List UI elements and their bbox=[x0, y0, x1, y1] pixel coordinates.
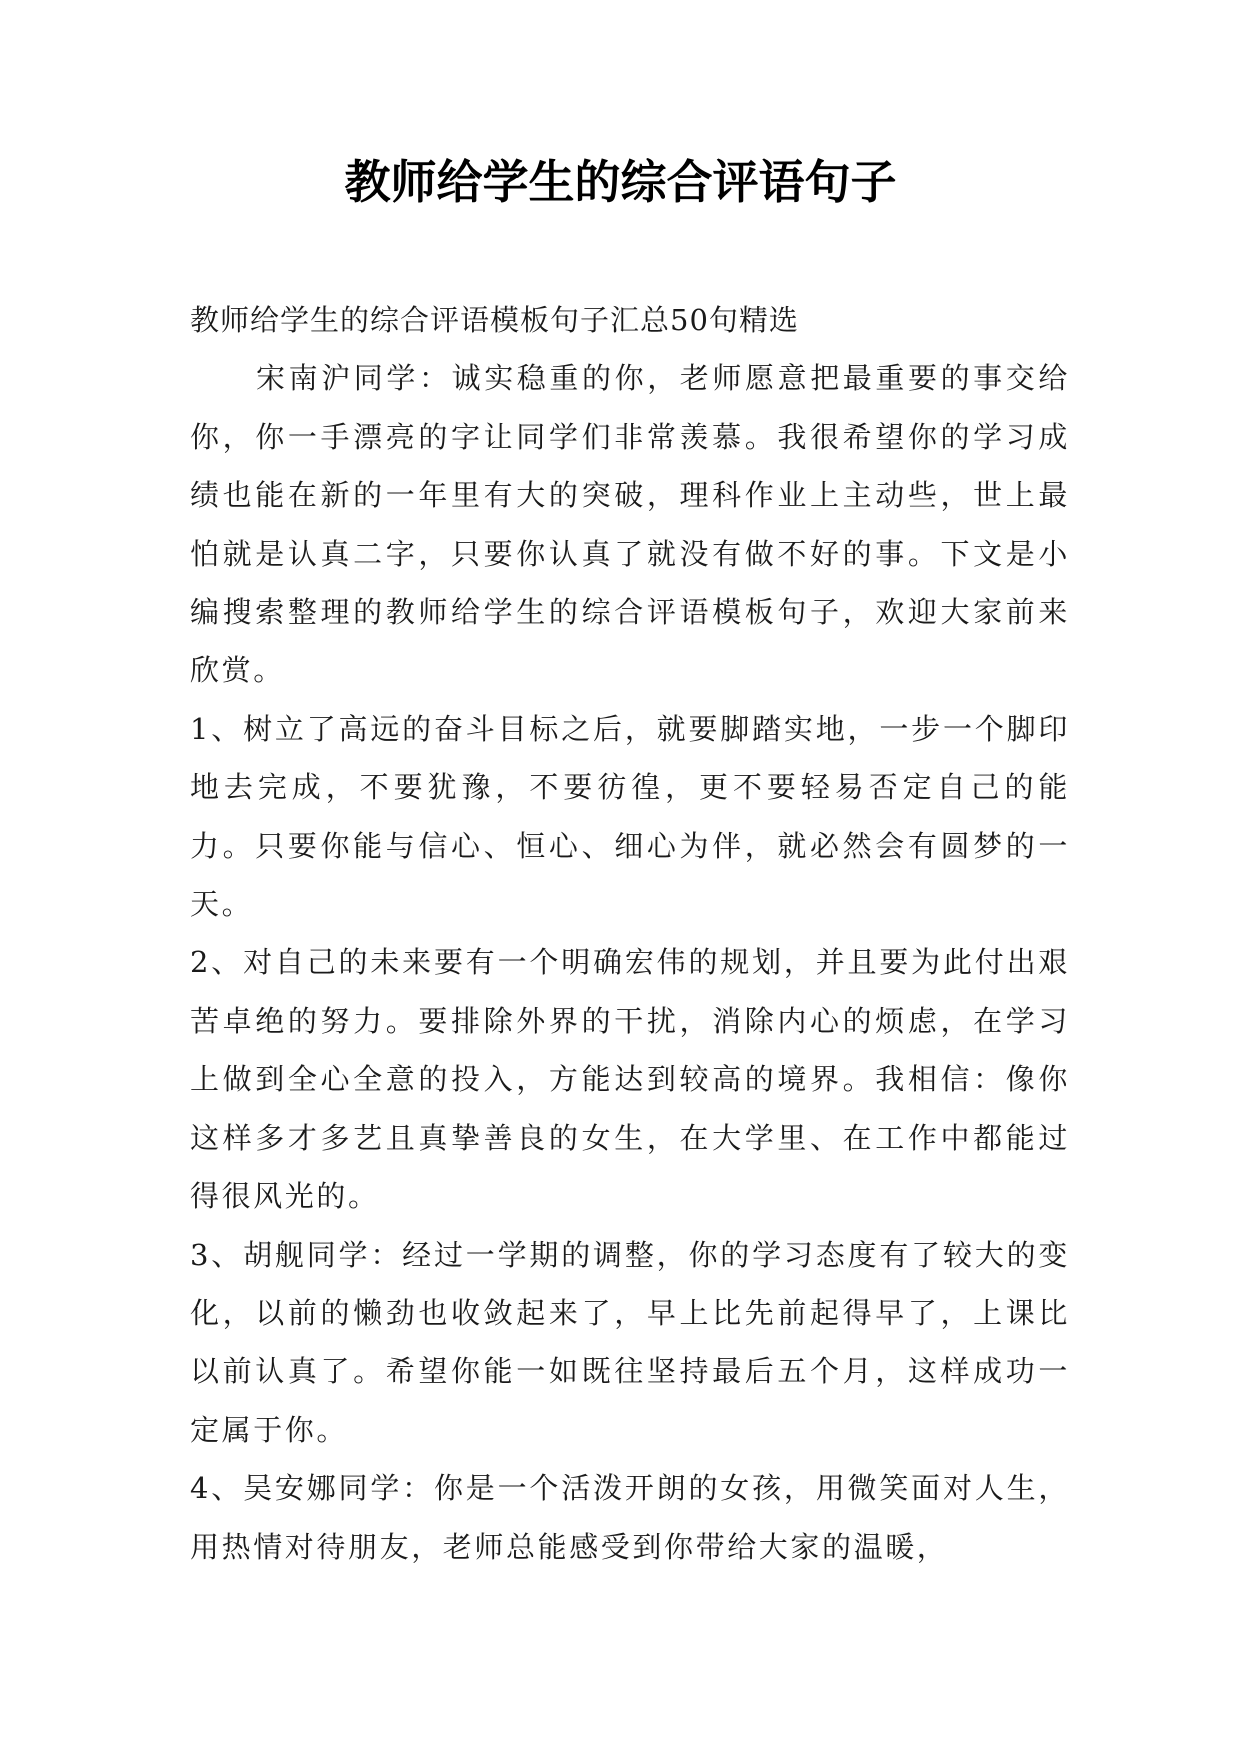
list-item: 3、胡舰同学：经过一学期的调整，你的学习态度有了较大的变化，以前的懒劲也收敛起来了，早上比先前起得早了，上课比以前认真了。希望你能一如既往坚持最后五个月，这样成功一定属于你。 bbox=[190, 1237, 1070, 1447]
list-item: 4、吴安娜同学：你是一个活泼开朗的女孩，用微笑面对人生，用热情对待朋友，老师总能感受到你带给大家的温暖， bbox=[190, 1471, 1070, 1564]
document-subtitle: 教师给学生的综合评语模板句子汇总50句精选 bbox=[190, 303, 799, 337]
list-item: 2、对自己的未来要有一个明确宏伟的规划，并且要为此付出艰苦卓绝的努力。要排除外界的干扰，消除内心的烦虑，在学习上做到全心全意的投入，方能达到较高的境界。我相信：像你这样多才多艺且真挚善良的女生，在大学里、在工作中都能过得很风光的。 bbox=[190, 945, 1070, 1214]
intro-paragraph: 宋南沪同学：诚实稳重的你，老师愿意把最重要的事交给你，你一手漂亮的字让同学们非常羡慕。我很希望你的学习成绩也能在新的一年里有大的突破，理科作业上主动些，世上最怕就是认真二字，只要你认真了就没有做不好的事。下文是小编搜索整理的教师给学生的综合评语模板句子，欢迎大家前来欣赏。 bbox=[190, 361, 1070, 688]
document-body bbox=[190, 291, 1070, 1576]
document-title: 教师给学生的综合评语句子 bbox=[344, 155, 897, 209]
list-item: 1、树立了高远的奋斗目标之后，就要脚踏实地，一步一个脚印地去完成，不要犹豫，不要彷徨，更不要轻易否定自己的能力。只要你能与信心、恒心、细心为伴，就必然会有圆梦的一天。 bbox=[190, 711, 1070, 922]
